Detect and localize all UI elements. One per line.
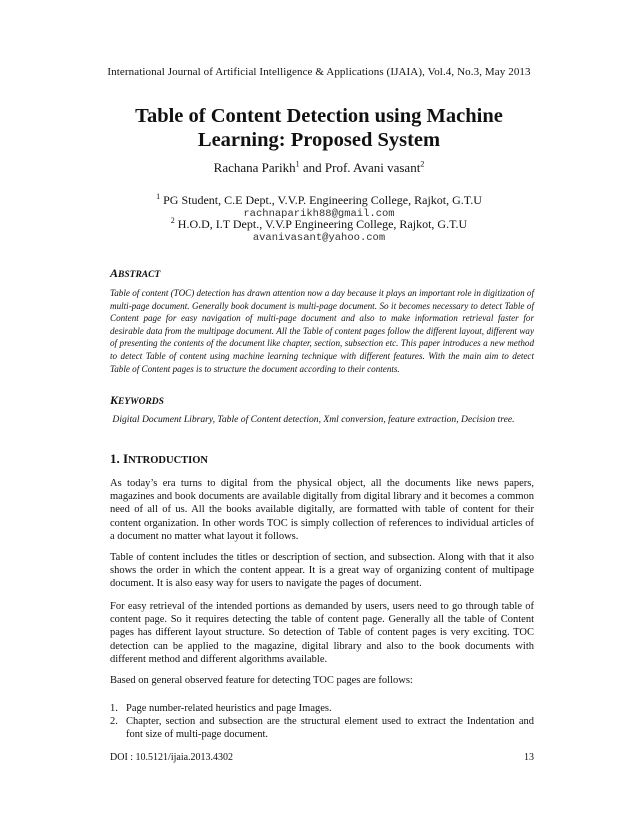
keywords-body: Digital Document Library, Table of Content detection, Xml conversion, feature extraction, Decision tree. [112, 414, 515, 425]
author-line [0, 160, 638, 176]
doi-footer: DOI : 10.5121/ijaia.2013.4302 [110, 752, 234, 763]
list-item [110, 715, 534, 741]
author-1-sup: 1 [295, 159, 300, 169]
intro-paragraph-2: Table of content includes the titles or description of section, and subsection. Along with that it also shows the order in which the content appear. It is a great way of organizing content of multipage document. It is also easy way for users to navigate the pages of document. [110, 552, 534, 590]
feature-list [110, 702, 534, 742]
affiliation-1-sup: 1 [156, 192, 161, 201]
list-item-text: Page number-related heuristics and page Images. [126, 703, 332, 714]
list-item-number: 2. [110, 716, 118, 728]
affiliation-2 [0, 217, 638, 232]
author-2: and Prof. Avani vasant [299, 160, 421, 175]
title-line-2: Learning: Proposed System [197, 129, 441, 151]
intro-paragraph-4: Based on general observed feature for detecting TOC pages are follows: [110, 675, 413, 686]
author-2-sup: 2 [420, 159, 425, 169]
affiliation-1 [0, 193, 638, 208]
journal-header: International Journal of Artificial Intelligence & Applications (IJAIA), Vol.4, No.3, May 2013 [107, 66, 531, 78]
author-1: Rachana Parikh [213, 160, 296, 175]
page-number: 13 [524, 752, 534, 763]
abstract-body: Table of content (TOC) detection has drawn attention now a day because it plays an important role in digitization of multi-page document. Generally book document is multi-page document. So it becomes necessary to detect Table of Content page for easy navigation of multi-page document and also to make information retrieval faster for desirable data from the multipage document. All the Table of content pages follow the different layout, different way of presenting the contents of the document like chapter, section, subsection etc. This paper introduces a new method to detect Table of content using machine learning technique with different features. With the main aim to detect Table of Content pages is to structure the document according to their contents. [110, 288, 534, 374]
email-1: rachnaparikh88@gmail.com [243, 208, 395, 220]
keywords-heading: KEYWORDS [110, 393, 164, 407]
email-2: avanivasant@yahoo.com [252, 232, 386, 244]
abstract-heading: ABSTRACT [110, 266, 161, 280]
affiliation-2-sup: 2 [170, 216, 175, 225]
title-line-1: Table of Content Detection using Machine [135, 105, 503, 127]
intro-paragraph-1: As today’s era turns to digital from the physical object, all the documents like news papers, magazines and book documents are available digitally from digital library and it becomes a common need of all of us. All the books available digitally, are formatted with table of content for their content organization. In other words TOC is simply collection of references to individual articles of a document no matter what layout it follows. [110, 478, 534, 542]
paper-title [100, 104, 538, 152]
list-item-number: 1. [110, 703, 118, 714]
affiliation-1-text: PG Student, C.E Dept., V.V.P. Engineering College, Rajkot, G.T.U [163, 193, 482, 207]
list-item [110, 702, 534, 715]
introduction-heading: 1. INTRODUCTION [110, 451, 208, 466]
affiliation-2-text: H.O.D, I.T Dept., V.V.P Engineering College, Rajkot, G.T.U [177, 217, 468, 231]
intro-paragraph-3: For easy retrieval of the intended portions as demanded by users, users need to go through table of content page. So it requires detecting the table of content page. Generally all the table of Content pages has different layout structure. So detection of Table of content pages is very exciting. TOC detection can be applied to the magazine, digital library and also to the book documents with different method and different algorithms available. [110, 601, 534, 665]
list-item-text: Chapter, section and subsection are the structural element used to extract the Indentation and font size of multi-page document. [126, 716, 534, 741]
